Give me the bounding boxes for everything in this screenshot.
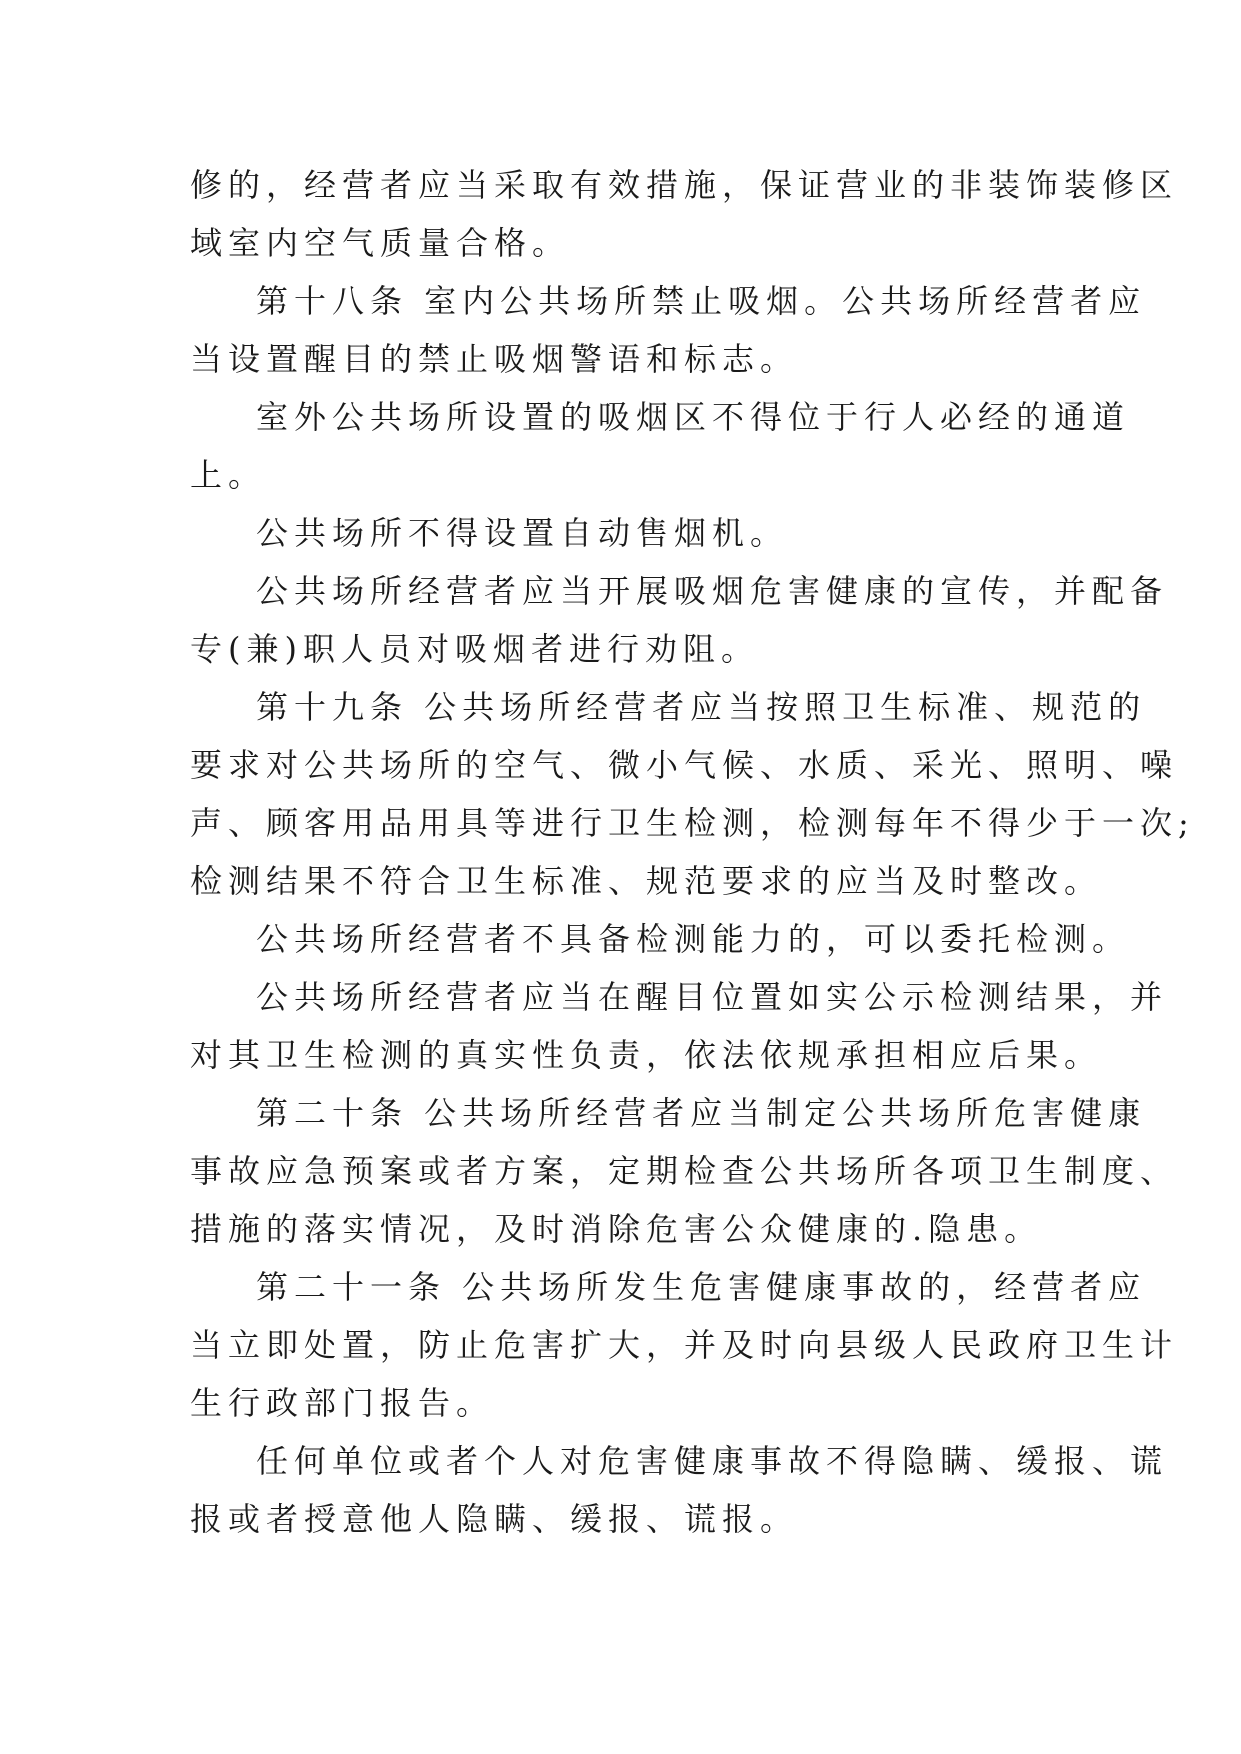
text-line: 上。 bbox=[190, 456, 267, 494]
text-line: 域室内空气质量合格。 bbox=[190, 224, 571, 262]
text-line: 措施的落实情况，及时消除危害公众健康的.隐患。 bbox=[190, 1210, 1043, 1248]
text-line: 报或者授意他人隐瞒、缓报、谎报。 bbox=[190, 1500, 799, 1538]
text-line: 声、顾客用品用具等进行卫生检测，检测每年不得少于一次; bbox=[190, 804, 1195, 842]
text-line: 公共场所经营者不具备检测能力的，可以委托检测。 bbox=[256, 920, 1131, 958]
text-line: 检测结果不符合卫生标准、规范要求的应当及时整改。 bbox=[190, 862, 1103, 900]
text-line: 修的，经营者应当采取有效措施，保证营业的非装饰装修区 bbox=[190, 166, 1179, 204]
text-line: 任何单位或者个人对危害健康事故不得隐瞒、缓报、谎 bbox=[256, 1442, 1169, 1480]
text-line: 事故应急预案或者方案，定期检查公共场所各项卫生制度、 bbox=[190, 1152, 1179, 1190]
text-line: 室外公共场所设置的吸烟区不得位于行人必经的通道 bbox=[256, 398, 1131, 436]
text-line: 公共场所经营者应当在醒目位置如实公示检测结果，并 bbox=[256, 978, 1169, 1016]
text-line: 当设置醒目的禁止吸烟警语和标志。 bbox=[190, 340, 799, 378]
text-line: 公共场所不得设置自动售烟机。 bbox=[256, 514, 789, 552]
text-line: 专(兼)职人员对吸烟者进行劝阻。 bbox=[190, 630, 759, 668]
text-line: 要求对公共场所的空气、微小气候、水质、采光、照明、噪 bbox=[190, 746, 1179, 784]
text-line: 第十九条 公共场所经营者应当按照卫生标准、规范的 bbox=[256, 688, 1147, 726]
text-line: 第二十条 公共场所经营者应当制定公共场所危害健康 bbox=[256, 1094, 1147, 1132]
text-line: 公共场所经营者应当开展吸烟危害健康的宣传，并配备 bbox=[256, 572, 1169, 610]
text-line: 对其卫生检测的真实性负责，依法依规承担相应后果。 bbox=[190, 1036, 1103, 1074]
text-line: 第十八条 室内公共场所禁止吸烟。公共场所经营者应 bbox=[256, 282, 1147, 320]
text-line: 生行政部门报告。 bbox=[190, 1384, 495, 1422]
text-line: 当立即处置，防止危害扩大，并及时向县级人民政府卫生计 bbox=[190, 1326, 1179, 1364]
text-line: 第二十一条 公共场所发生危害健康事故的，经营者应 bbox=[256, 1268, 1147, 1306]
